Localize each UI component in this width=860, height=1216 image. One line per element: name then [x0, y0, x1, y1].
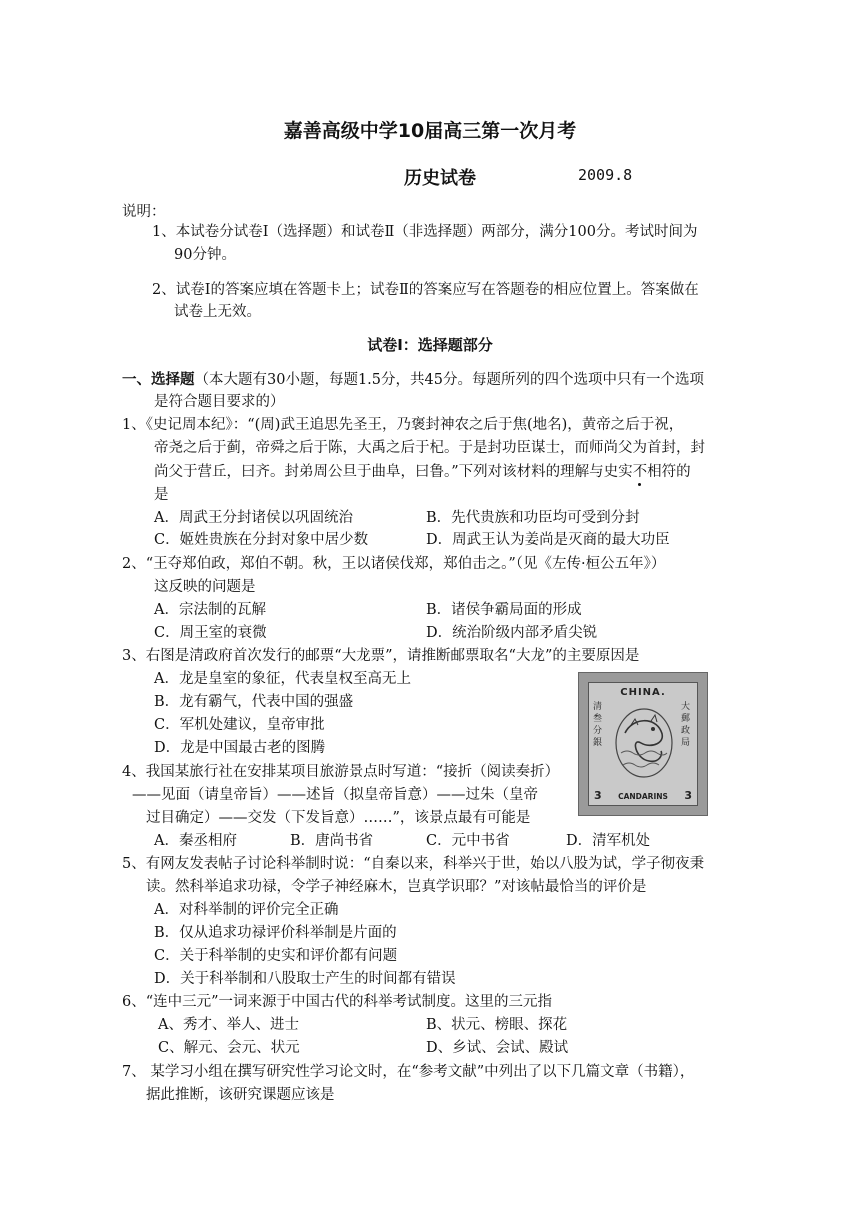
dragon-stamp-image	[578, 672, 708, 816]
q3-option-b: B．龙有霸气，代表中国的强盛	[154, 694, 354, 710]
q4-line2: ——见面（请皇帝旨）——述旨（拟皇帝旨意）——过朱（皇帝	[132, 787, 538, 803]
q1-line3-a: 尚父于营丘，曰齐。封弟周公旦于曲阜，曰鲁。”下列对该材料的理解与史实	[154, 464, 633, 480]
part1-desc-line2: 是符合题目要求的）	[154, 394, 285, 410]
q2-option-d: D．统治阶级内部矛盾尖锐	[426, 625, 598, 641]
q5-line1: 5、有网友发表帖子讨论科举制时说：“自秦以来，科举兴于世，始以八股为试，学子彻夜秉	[122, 856, 705, 872]
stamp-value-left: 3	[594, 789, 602, 802]
q3-option-c: C．军机处建议，皇帝审批	[154, 717, 325, 733]
q2-option-c: C．周王室的衰微	[154, 625, 267, 641]
exam-subtitle: 历史试卷	[404, 168, 476, 189]
stamp-left-chars: 清 叁 分 銀	[593, 702, 603, 748]
q7-line1: 7、 某学习小组在撰写研究性学习论文时，在“参考文献”中列出了以下几篇文章（书籍），	[122, 1064, 695, 1080]
q6-option-d: D、乡试、会试、殿试	[426, 1040, 569, 1056]
part1-desc-line1: （本大题有30小题，每题1.5分，共45分。每题所列的四个选项中只有一个选项	[194, 372, 704, 388]
stamp-right-chars: 大 郵 政 局	[681, 702, 691, 748]
instructions-label: 说明：	[122, 204, 166, 220]
q4-option-d: D．清军机处	[566, 833, 651, 849]
q1-line3-c: 相符的	[647, 464, 691, 480]
q1-option-a: A．周武王分封诸侯以巩固统治	[154, 510, 353, 526]
q1-option-b: B．先代贵族和功臣均可受到分封	[426, 510, 640, 526]
q7-line2: 据此推断，该研究课题应该是	[146, 1087, 335, 1103]
instruction-2-line2: 试卷上无效。	[174, 304, 261, 320]
q3-line1: 3、右图是清政府首次发行的邮票“大龙票”，请推断邮票取名“大龙”的主要原因是	[122, 648, 640, 664]
part1-num: 一、	[122, 372, 151, 388]
exam-title: 嘉善高级中学10届高三第一次月考	[283, 120, 577, 142]
section-title: 试卷Ⅰ：选择题部分	[367, 336, 493, 354]
q4-option-a: A．秦丞相府	[154, 833, 237, 849]
q1-line4: 是	[154, 487, 169, 503]
stamp-bottom-text: CANDARINS	[618, 792, 668, 801]
exam-date: 2009.8	[578, 166, 633, 184]
q1-line2: 帝尧之后于蓟，帝舜之后于陈，大禹之后于杞。于是封功臣谋士，而师尚父为首封，封	[154, 440, 705, 456]
instruction-1-line2: 90分钟。	[174, 247, 236, 263]
q6-option-b: B、状元、榜眼、探花	[426, 1017, 568, 1033]
q2-option-a: A．宗法制的瓦解	[154, 602, 266, 618]
q5-option-b: B．仅从追求功禄评价科举制是片面的	[154, 925, 397, 941]
q5-line2: 读。然科举追求功禄，令学子神经麻木，岂真学识耶？”对该帖最恰当的评价是	[146, 879, 647, 895]
q4-line3: 过目确定）——交发（下发旨意）……”，该景点最有可能是	[146, 810, 531, 826]
instruction-1-line1: 1、本试卷分试卷Ⅰ（选择题）和试卷Ⅱ（非选择题）两部分，满分100分。考试时间为	[152, 224, 698, 240]
q6-line1: 6、“连中三元”一词来源于中国古代的科举考试制度。这里的三元指	[122, 994, 553, 1010]
stamp-frame	[588, 682, 698, 806]
q3-option-a: A．龙是皇室的象征，代表皇权至高无上	[154, 671, 411, 687]
q4-option-b: B．唐尚书省	[290, 833, 374, 849]
q1-line3	[154, 462, 691, 482]
q1-option-d: D．周武王认为姜尚是灭商的最大功臣	[426, 532, 670, 548]
part1-heading	[122, 370, 704, 390]
q1-option-c: C．姬姓贵族在分封对象中居少数	[154, 532, 369, 548]
dragon-icon	[611, 703, 677, 783]
q6-option-c: C、解元、会元、状元	[158, 1040, 300, 1056]
part1-label: 选择题	[151, 372, 195, 388]
q4-option-c: C．元中书省	[426, 833, 510, 849]
q1-emphasis-not: 不	[632, 464, 648, 480]
q5-option-c: C．关于科举制的史实和评价都有问题	[154, 948, 398, 964]
q4-line1: 4、我国某旅行社在安排某项目旅游景点时写道：“接折（阅读奏折）	[122, 764, 560, 780]
q2-line1: 2、“王夺郑伯政，郑伯不朝。秋，王以诸侯伐郑，郑伯击之。”（见《左传·桓公五年》）	[122, 556, 666, 572]
q6-option-a: A、秀才、举人、进士	[158, 1017, 299, 1033]
stamp-value-right: 3	[684, 789, 692, 802]
q2-option-b: B．诸侯争霸局面的形成	[426, 602, 582, 618]
instruction-2-line1: 2、试卷Ⅰ的答案应填在答题卡上；试卷Ⅱ的答案应写在答题卷的相应位置上。答案做在	[152, 282, 699, 298]
q5-option-a: A．对科举制的评价完全正确	[154, 902, 339, 918]
q3-option-d: D．龙是中国最古老的图腾	[154, 740, 326, 756]
q5-option-d: D．关于科举制和八股取士产生的时间都有错误	[154, 971, 456, 987]
stamp-top-text: CHINA.	[620, 687, 666, 698]
q1-line1: 1、《史记周本纪》：“(周)武王追思先圣王，乃褒封神农之后于焦(地名)，黄帝之后于祝，	[122, 417, 684, 433]
q2-line2: 这反映的问题是	[154, 579, 256, 595]
